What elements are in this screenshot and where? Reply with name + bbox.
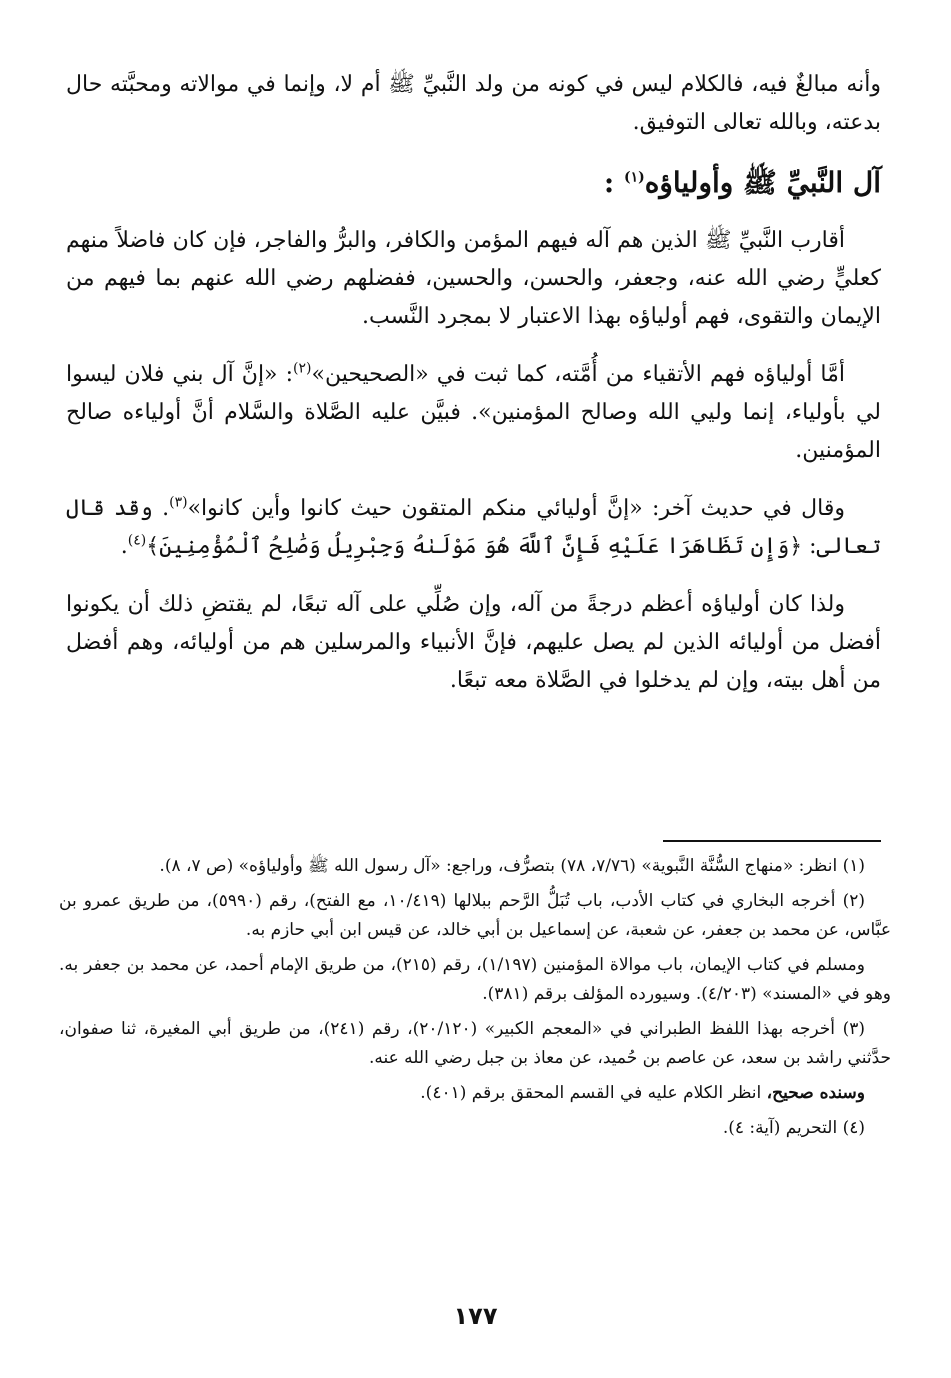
paragraph-1: أقارب النَّبيِّ ﷺ الذين هم آله فيهم المؤمن والكافر، والبرُّ والفاجر، فإن كان فاضلاً منهم كعليٍّ رضي الله عنه، وجعفر، والحسن، والحسين، ففضلهم رضي الله عنهم بما فيهم من الإيمان والتقوى، فهم أولياؤه بهذا الاعتبار لا بمجرد النَّسب. — [66, 228, 881, 329]
paragraph-2 — [66, 356, 881, 470]
section-heading-text: آل النَّبيِّ ﷺ وأولياؤه — [644, 166, 881, 199]
footnote-2-continued: ومسلم في كتاب الإيمان، باب موالاة المؤمنين (١/١٩٧)، رقم (٢١٥)، من طريق الإمام أحمد، عن محمد بن جعفر به. وهو في «المسند» (٤/٢٠٣). وسيورده المؤلف برقم (٣٨١). — [59, 955, 891, 1004]
footnote-3-reference: انظر الكلام عليه في القسم المحقق برقم (٤٠١). — [420, 1083, 767, 1103]
footnote-ref-4: (٤) — [127, 532, 147, 549]
paragraph-3-part-c: . — [120, 534, 128, 559]
footnote-1: (١) انظر: «منهاج السُّنَّة النَّبوية» (٧/٧٦، ٧٨) بتصرُّف، وراجع: «آل رسول الله ﷺ وأولياؤه» (ص ٧، ٨). — [159, 856, 865, 876]
footnote-3: (٣) أخرجه بهذا اللفظ الطبراني في «المعجم الكبير» (٢٠/١٢٠)، رقم (٢٤١)، من طريق أبي المغيرة، ثنا صفوان، حدَّثني راشد بن سعد، عن عاصم بن حُميد، عن معاذ بن جبل رضي الله عنه. — [59, 1019, 891, 1068]
section-heading — [66, 162, 881, 204]
heading-colon: : — [603, 166, 615, 199]
paragraph-2-part-b: : «إنَّ آل بني فلان ليسوا لي بأولياء، إنما وليي الله وصالح المؤمنين». فبيَّن عليه الصَّلاة والسَّلام أنَّ أولياءه صالح المؤمنين. — [66, 362, 881, 463]
main-text — [66, 66, 881, 720]
footnote-ref-2: (٢) — [293, 360, 312, 377]
footnote-2: (٢) أخرجه البخاري في كتاب الأدب، باب تُبَلُّ الرَّحم ببلالها (١٠/٤١٩، مع الفتح)، رقم (٥٩٩٠)، من طريق عمرو بن عبَّاس، عن محمد بن جعفر، عن شعبة، عن إسماعيل بن أبي خالد، عن قيس ابن أبي حازم به. — [59, 891, 891, 940]
footnote-3-grading: وسنده صحيح، — [766, 1083, 865, 1103]
intro-paragraph: وأنه مبالغٌ فيه، فالكلام ليس في كونه من ولد النَّبيِّ ﷺ أم لا، وإنما في موالاته ومحبَّته حال بدعته، وبالله تعالى التوفيق. — [66, 72, 881, 135]
footnotes — [59, 852, 891, 1149]
paragraph-4: ولذا كان أولياؤه أعظم درجةً من آله، وإن صُلِّي على آله تبعًا، لم يقتضِ ذلك أن يكونوا أفضل من أوليائه الذين لم يصل عليهم، فإنَّ الأنبياء والمرسلين هم من أوليائه، وهم أفضل من أهل بيته، وإن لم يدخلوا في الصَّلاة معه تبعًا. — [66, 592, 881, 693]
paragraph-3 — [66, 490, 881, 566]
footnote-4: (٤) التحريم (آية: ٤). — [722, 1118, 865, 1138]
footnote-3-continued — [59, 1079, 891, 1108]
heading-footnote-ref: (١) — [623, 169, 645, 186]
paragraph-2-part-a: أمَّا أولياؤه فهم الأتقياء من أُمَّته، كما ثبت في «الصحيحين» — [311, 362, 845, 387]
page-number: ١٧٧ — [453, 1302, 498, 1330]
footnote-ref-3: (٣) — [169, 494, 188, 511]
paragraph-3-part-a: وقال في حديث آخر: «إنَّ أوليائي منكم المتقون حيث كانوا وأين كانوا» — [187, 496, 845, 521]
footnote-divider — [663, 840, 881, 842]
paragraph-3-part-b: . وقد قال تعالى: ﴿وَإِن تَظَاهَرَا عَلَيْهِ فَإِنَّ ٱللَّهَ هُوَ مَوْلَىٰهُ وَجِبْرِيلُ وَصَٰلِحُ ٱلْمُؤْمِنِينَ﴾ — [66, 496, 881, 559]
